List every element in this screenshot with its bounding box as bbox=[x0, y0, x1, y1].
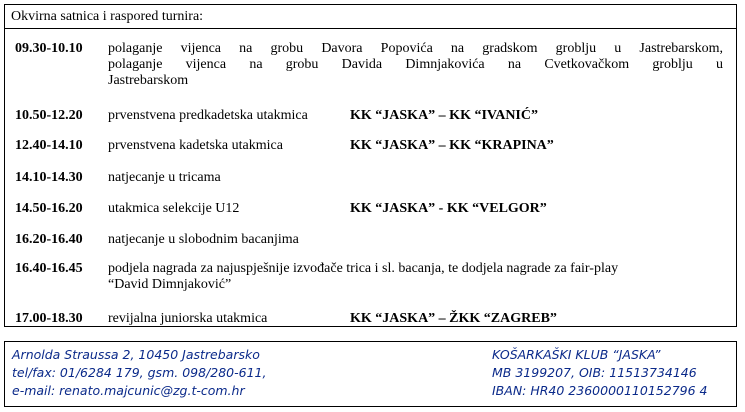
row-time: 14.50-16.20 bbox=[15, 201, 83, 216]
row-time: 16.20-16.40 bbox=[15, 232, 83, 247]
footer-email: e-mail: renato.majcunic@zg.t-com.hr bbox=[12, 383, 245, 398]
row-time: 10.50-12.20 bbox=[15, 108, 83, 123]
footer-address-block bbox=[12, 346, 266, 400]
desc-line: polaganje vijenca na grobu Davora Popovića na gradskom groblju u Jastrebarskom, bbox=[108, 41, 723, 56]
row-match: KK “JASKA” – KK “KRAPINA” bbox=[350, 138, 554, 153]
letterhead-footer bbox=[4, 341, 737, 407]
row-match: KK “JASKA” – KK “IVANIĆ” bbox=[350, 108, 538, 123]
row-match: KK “JASKA” - KK “VELGOR” bbox=[350, 201, 547, 216]
row-time: 09.30-10.10 bbox=[15, 41, 83, 56]
schedule-header: Okvirna satnica i raspored turnira: bbox=[5, 5, 736, 29]
footer-club-name: KOŠARKAŠKI KLUB “JASKA” bbox=[492, 347, 661, 362]
row-time: 16.40-16.45 bbox=[15, 261, 83, 276]
footer-registration: MB 3199207, OIB: 11513734146 bbox=[492, 365, 697, 380]
footer-iban: IBAN: HR40 2360000110152796 4 bbox=[492, 383, 708, 398]
row-match: KK “JASKA” – ŽKK “ZAGREB” bbox=[350, 311, 557, 326]
row-time: 17.00-18.30 bbox=[15, 311, 83, 326]
row-description bbox=[108, 41, 723, 89]
row-description bbox=[108, 261, 723, 293]
row-description: natjecanje u slobodnim bacanjima bbox=[108, 232, 299, 247]
footer-address: Arnolda Straussa 2, 10450 Jastrebarsko bbox=[12, 347, 260, 362]
row-time: 14.10-14.30 bbox=[15, 170, 83, 185]
desc-line: “David Dimnjaković” bbox=[108, 277, 232, 292]
row-description: utakmica selekcije U12 bbox=[108, 201, 240, 216]
footer-club-block bbox=[492, 346, 708, 400]
desc-line: Jastrebarskom bbox=[108, 73, 189, 88]
row-description: natjecanje u tricama bbox=[108, 170, 221, 185]
row-description: prvenstvena kadetska utakmica bbox=[108, 138, 283, 153]
schedule-box bbox=[4, 4, 737, 327]
desc-line: podjela nagrada za najuspješnije izvođače trica i sl. bacanja, te dodjela nagrade za fair-play bbox=[108, 261, 619, 276]
footer-phone: tel/fax: 01/6284 179, gsm. 098/280-611, bbox=[12, 365, 267, 380]
row-description: revijalna juniorska utakmica bbox=[108, 311, 268, 326]
desc-line: polaganje vijenca na grobu Davida Dimnjakovića na Cvetkovačkom groblju u bbox=[108, 57, 723, 72]
row-time: 12.40-14.10 bbox=[15, 138, 83, 153]
row-description: prvenstvena predkadetska utakmica bbox=[108, 108, 308, 123]
